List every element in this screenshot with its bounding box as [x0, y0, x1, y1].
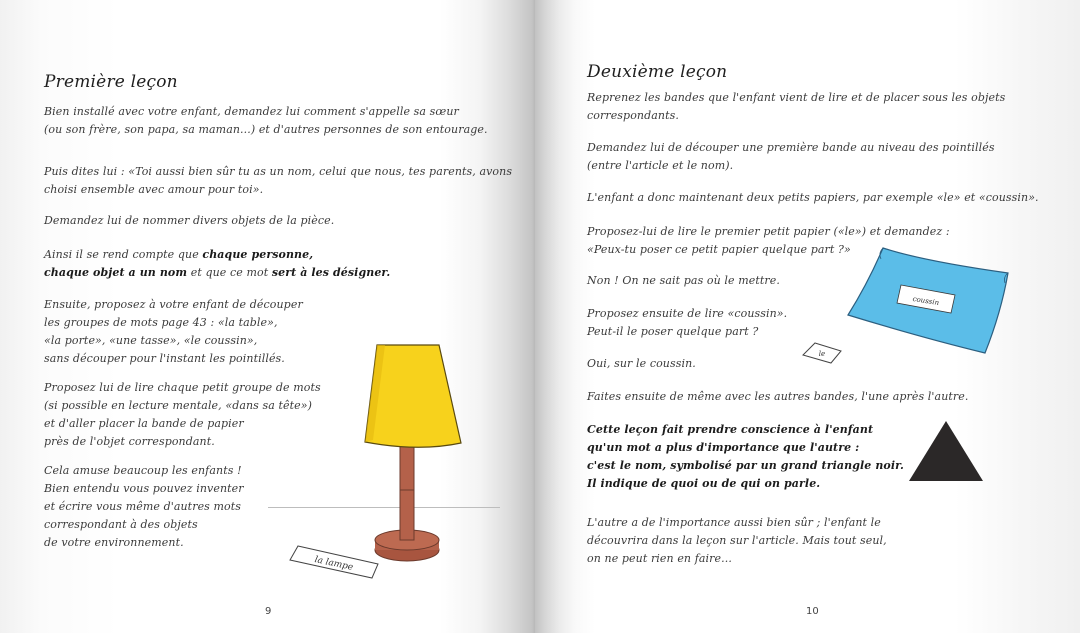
right-paragraph-8: Faites ensuite de même avec les autres bandes, l'une après l'autre.	[587, 390, 969, 403]
cushion-illustration	[843, 243, 1013, 358]
svg-text:coussin: coussin	[912, 294, 940, 308]
left-paragraph-5: Ensuite, proposez à votre enfant de découper les groupes de mots page 43 : «la table», «la porte», «une tasse», «le coussin», sans découper pour l'instant les pointillés.	[44, 298, 303, 365]
emphasis-chaque-personne: chaque personne,	[202, 248, 314, 261]
left-paragraph-7: Cela amuse beaucoup les enfants ! Bien entendu vous pouvez inventer et écrire vous même d'autres mots correspondant à des objets de votre environnement.	[44, 464, 244, 549]
left-paragraph-2: Puis dites lui : «Toi aussi bien sûr tu as un nom, celui que nous, tes parents, avons choisi ensemble avec amour pour toi».	[44, 165, 513, 196]
right-paragraph-4: Proposez-lui de lire le premier petit papier («le») et demandez : «Peux-tu poser ce petit papier quelque part ?»	[587, 225, 950, 256]
right-page	[535, 0, 1080, 633]
right-paragraph-7: Oui, sur le coussin.	[587, 357, 696, 370]
left-paragraph-3: Demandez lui de nommer divers objets de la pièce.	[44, 214, 335, 227]
lamp-illustration	[355, 340, 475, 570]
svg-text:la lampe: la lampe	[313, 555, 354, 573]
right-paragraph-6: Proposez ensuite de lire «coussin». Peut-il le poser quelque part ?	[587, 307, 788, 338]
right-paragraph-10: L'autre a de l'importance aussi bien sûr ; l'enfant le découvrira dans la leçon sur l'article. Mais tout seul, on ne peut rien en faire...	[587, 516, 887, 565]
label-card-le	[801, 341, 845, 365]
right-paragraph-2: Demandez lui de découper une première bande au niveau des pointillés (entre l'article et le nom).	[587, 141, 995, 172]
left-paragraph-6: Proposez lui de lire chaque petit groupe de mots (si possible en lecture mentale, «dans sa tête») et d'aller placer la bande de papier près de l'objet correspondant.	[44, 381, 321, 448]
page-number-left: 9	[265, 606, 272, 617]
left-page	[0, 0, 535, 633]
lesson-title-first: Première leçon	[44, 72, 178, 92]
emphasis-sert-a-designer: sert à les désigner.	[271, 266, 391, 279]
lesson-title-second: Deuxième leçon	[587, 62, 728, 82]
label-card-la-lampe	[288, 544, 383, 584]
left-paragraph-4: Ainsi il se rend compte que chaque personne, chaque objet a un nom et que ce mot sert à les désigner.	[44, 248, 391, 279]
right-paragraph-5: Non ! On ne sait pas où le mettre.	[587, 274, 780, 287]
page-number-right: 10	[806, 606, 819, 617]
right-paragraph-1: Reprenez les bandes que l'enfant vient de lire et de placer sous les objets correspondants.	[587, 91, 1006, 122]
right-paragraph-3: L'enfant a donc maintenant deux petits papiers, par exemple «le» et «coussin».	[587, 191, 1039, 204]
left-paragraph-1: Bien installé avec votre enfant, demandez lui comment s'appelle sa sœur (ou son frère, son papa, sa maman...) et d'autres personnes de son entourage.	[44, 105, 488, 136]
emphasis-chaque-objet: chaque objet a un nom	[44, 266, 188, 279]
noun-triangle-symbol-icon	[908, 420, 984, 482]
right-paragraph-9-emphasis: Cette leçon fait prendre conscience à l'enfant qu'un mot a plus d'importance que l'autre : c'est le nom, symbolisé par un grand triangle noir. Il indique de quoi ou de qui on parle.	[587, 423, 904, 490]
svg-text:le: le	[818, 350, 826, 358]
